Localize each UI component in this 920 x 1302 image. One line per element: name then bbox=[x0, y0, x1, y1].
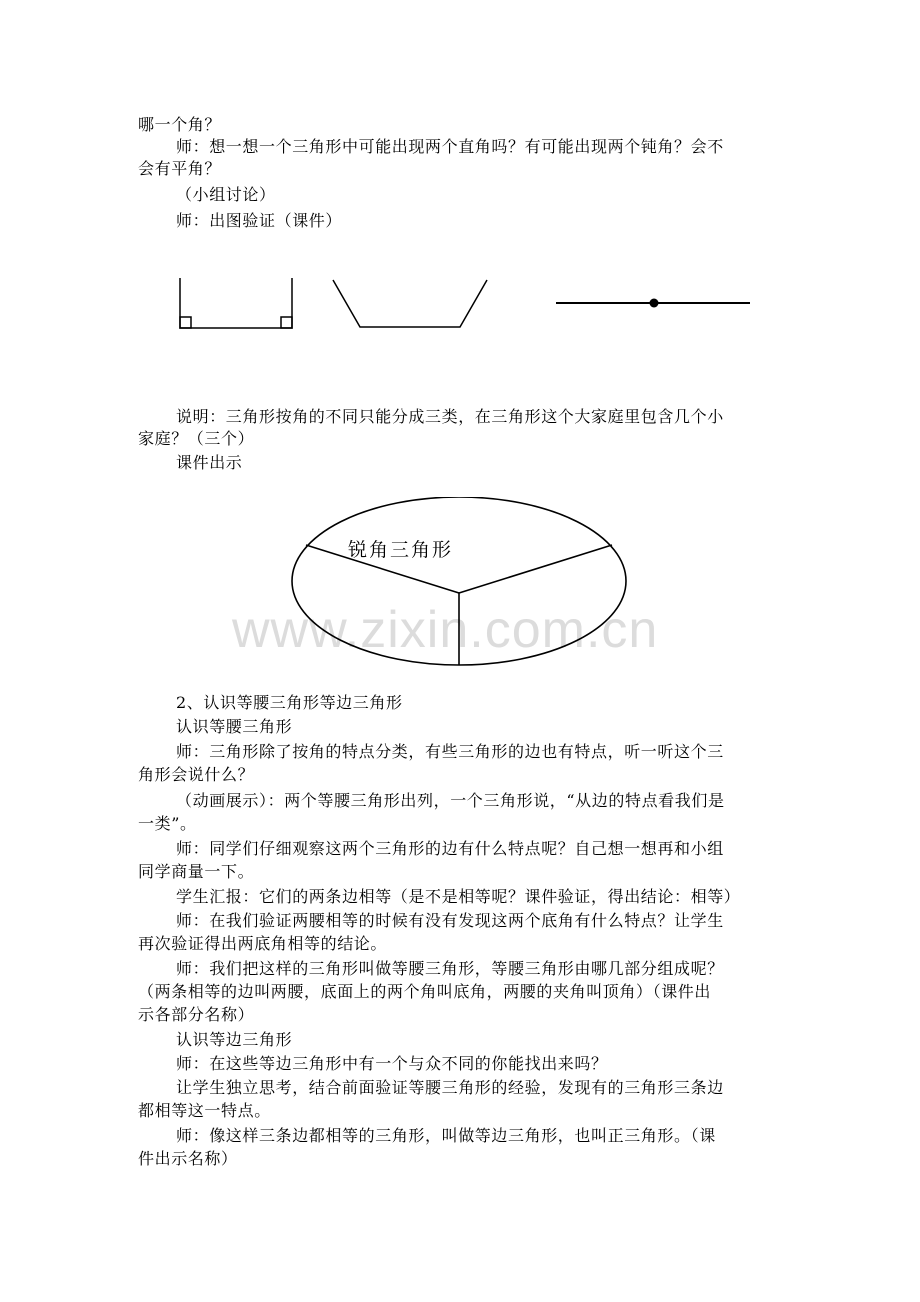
text-line: 说明：三角形按角的不同只能分成三类，在三角形这个大家庭里包含几个小 bbox=[176, 407, 724, 426]
text-line: 认识等腰三角形 bbox=[176, 717, 293, 736]
text-line: 师：想一想一个三角形中可能出现两个直角吗？有可能出现两个钝角？会不 bbox=[176, 137, 724, 156]
acute-triangle-label: 锐角三角形 bbox=[348, 539, 454, 561]
two-obtuse-angles-figure bbox=[333, 280, 487, 327]
two-right-angles-figure bbox=[180, 278, 292, 328]
text-line: 家庭？（三个） bbox=[138, 429, 255, 448]
angle-figures bbox=[0, 270, 920, 350]
text-line: （动画展示）：两个等腰三角形出列，一个三角形说，“从边的特点看我们是 bbox=[176, 791, 725, 810]
text-line: 都相等这一特点。 bbox=[138, 1101, 271, 1120]
text-line: 师：我们把这样的三角形叫做等腰三角形，等腰三角形由哪几部分组成呢？ bbox=[176, 959, 724, 978]
text-line: 学生汇报：它们的两条边相等（是不是相等呢？课件验证，得出结论：相等） bbox=[176, 887, 741, 906]
text-line: 师：同学们仔细观察这两个三角形的边有什么特点呢？自己想一想再和小组 bbox=[176, 839, 724, 858]
text-line: 示各部分名称） bbox=[138, 1005, 255, 1024]
text-line: 一类”。 bbox=[138, 814, 197, 833]
straight-angle-figure bbox=[556, 299, 750, 308]
text-line: 师：在我们验证两腰相等的时候有没有发现这两个底角有什么特点？让学生 bbox=[176, 911, 724, 930]
text-line: 再次验证得出两底角相等的结论。 bbox=[138, 934, 388, 953]
text-line: 件出示名称） bbox=[138, 1149, 238, 1168]
text-line: 课件出示 bbox=[176, 453, 243, 472]
text-line: 哪一个角？ bbox=[138, 115, 222, 134]
text-line: 师：在这些等边三角形中有一个与众不同的你能找出来吗？ bbox=[176, 1054, 608, 1073]
text-line: 认识等边三角形 bbox=[176, 1030, 293, 1049]
text-line: 师：出图验证（课件） bbox=[176, 211, 343, 230]
text-line: 师：三角形除了按角的特点分类，有些三角形的边也有特点，听一听这个三 bbox=[176, 742, 724, 761]
text-line: 2、认识等腰三角形等边三角形 bbox=[176, 693, 403, 712]
text-line: （小组讨论） bbox=[176, 185, 276, 204]
text-line: 师：像这样三条边都相等的三角形，叫做等边三角形，也叫正三角形。（课 bbox=[176, 1126, 716, 1145]
text-line: （两条相等的边叫两腰，底面上的两个角叫底角，两腰的夹角叫顶角）（课件出 bbox=[138, 982, 712, 1001]
text-line: 角形会说什么？ bbox=[138, 765, 255, 784]
text-line: 同学商量一下。 bbox=[138, 862, 255, 881]
text-line: 会有平角？ bbox=[138, 159, 222, 178]
triangle-family-diagram bbox=[0, 497, 920, 677]
watermark: www.zixin.com.cn bbox=[232, 601, 659, 659]
text-line: 让学生独立思考，结合前面验证等腰三角形的经验，发现有的三角形三条边 bbox=[176, 1078, 724, 1097]
